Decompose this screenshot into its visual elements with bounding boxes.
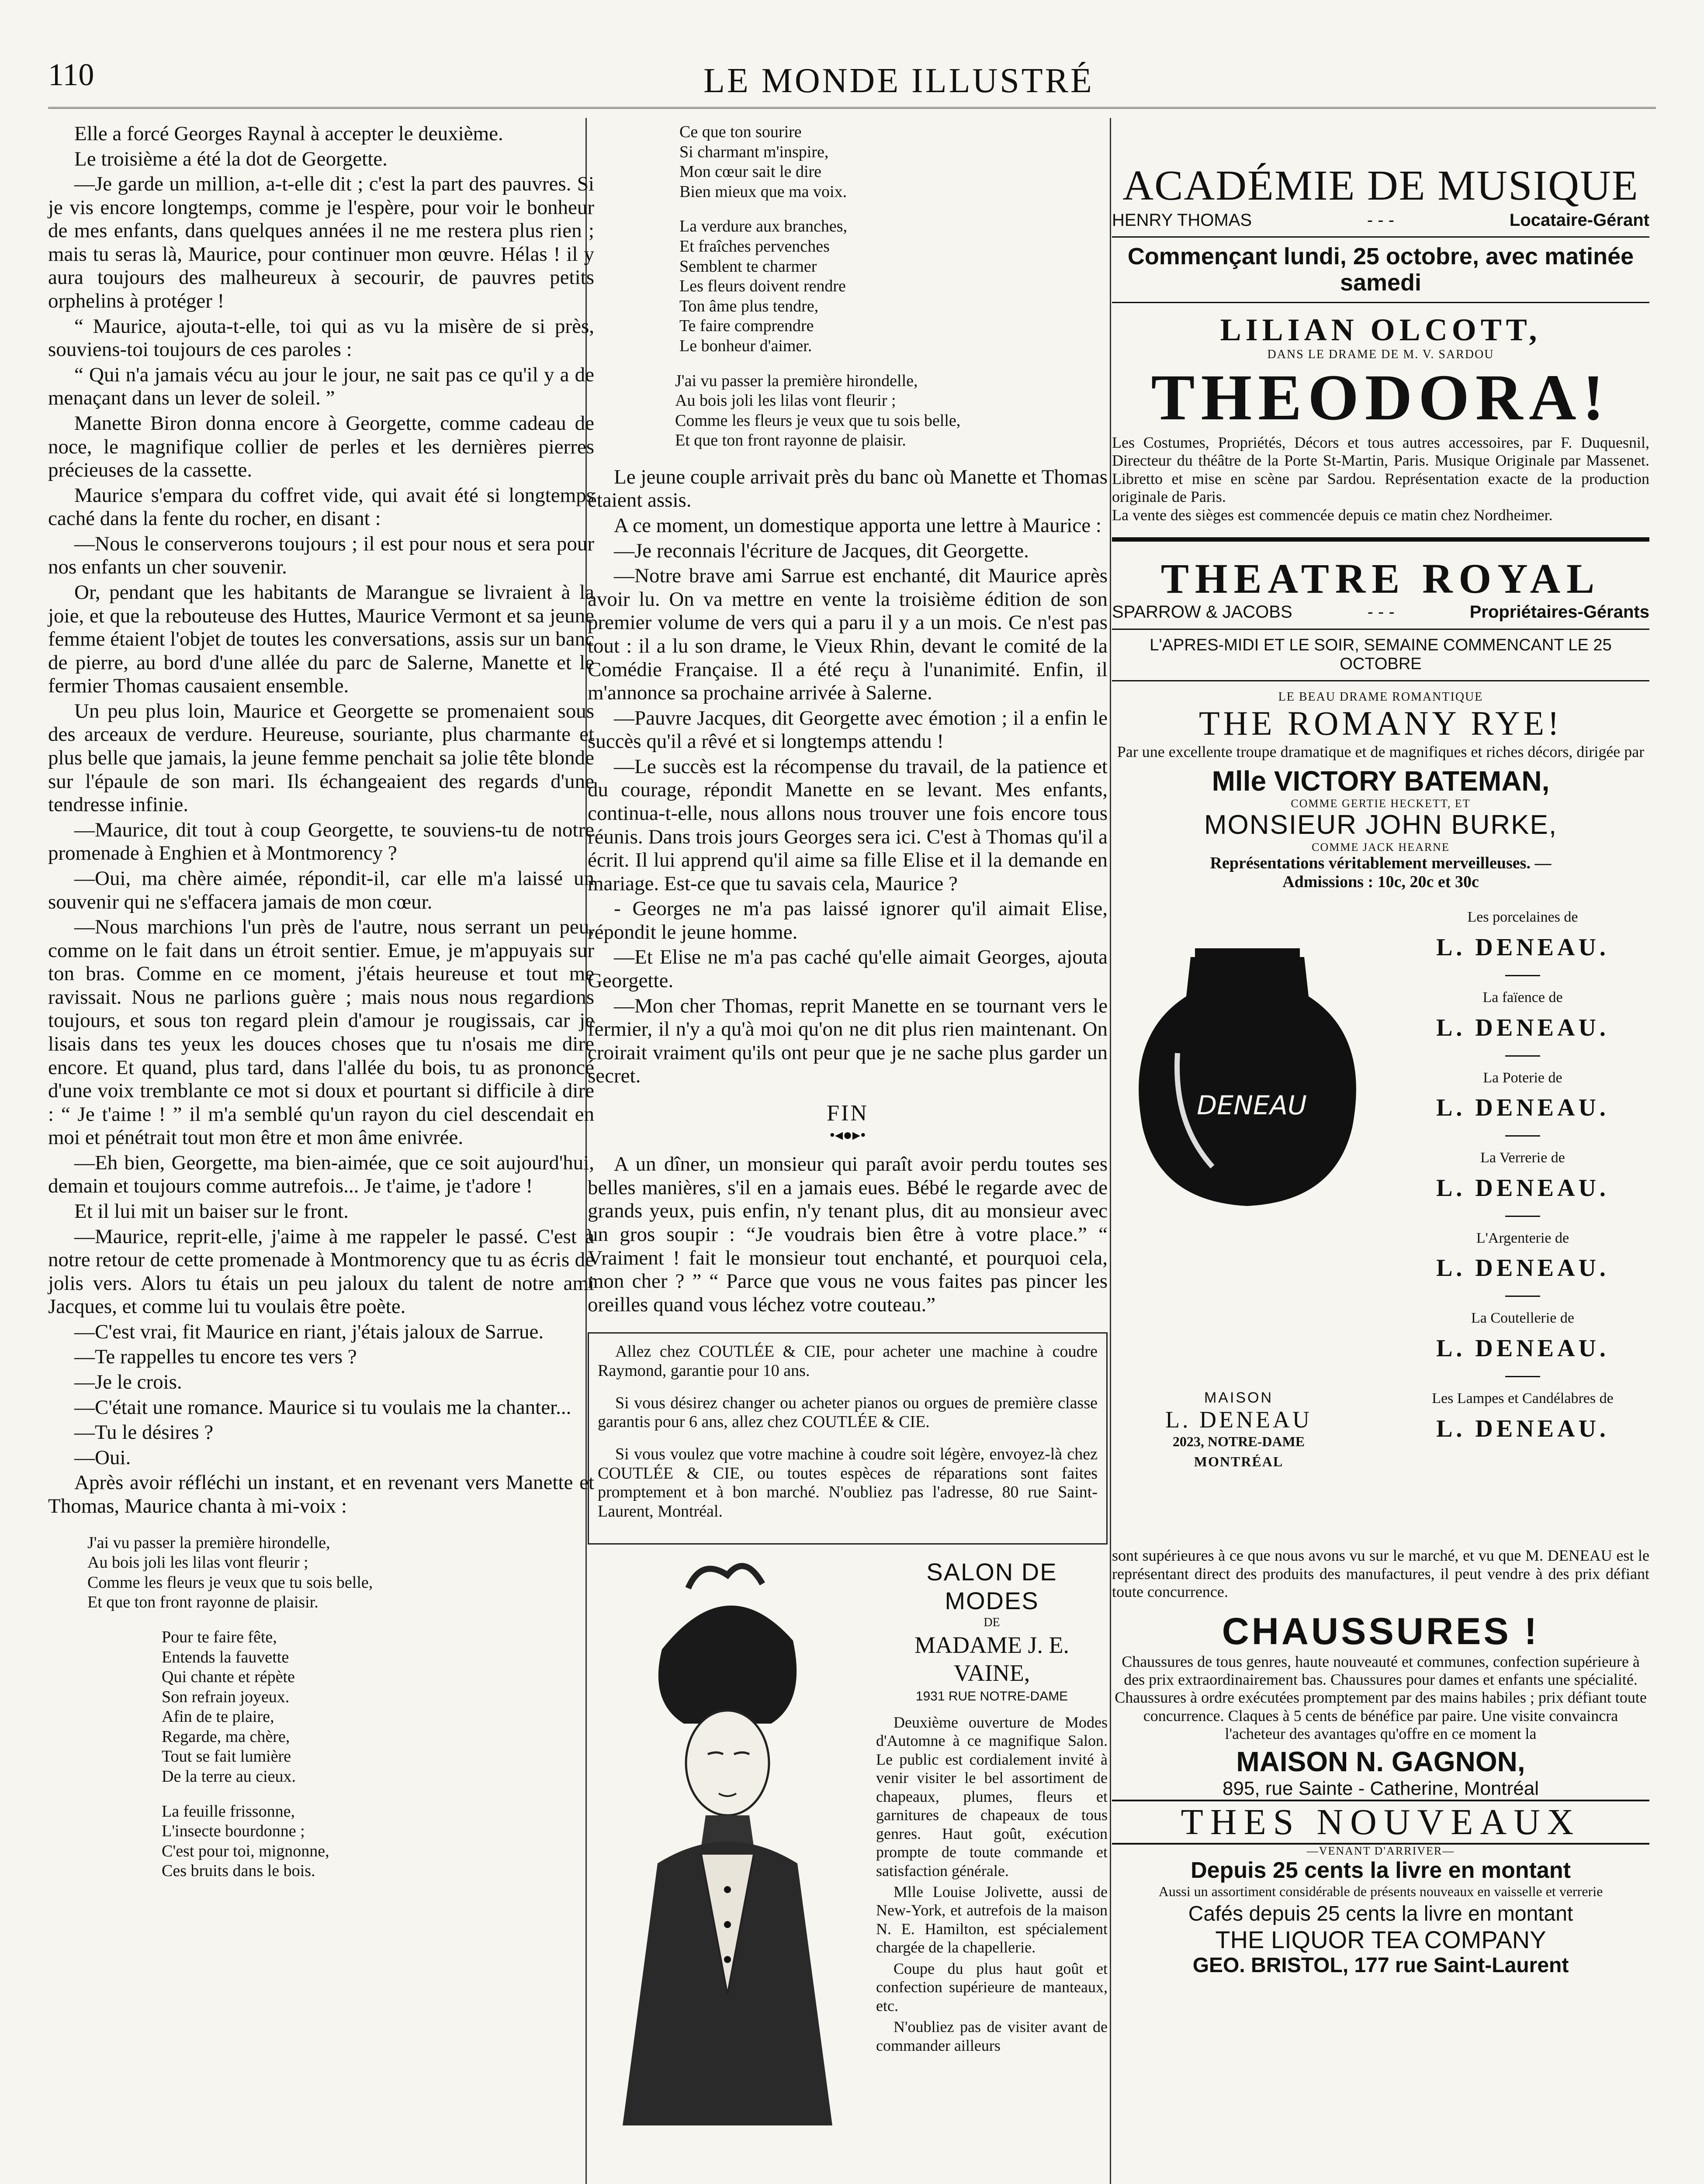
deneau-item: Les Lampes et Candélabres de [1432,1390,1614,1406]
verse-line: Au bois joli les lilas vont fleurir ; [675,391,896,410]
paragraph: —Je le crois. [74,1371,182,1394]
academie-manager-row [1112,211,1649,231]
rule [1112,629,1649,630]
story-paragraphs [48,122,594,1518]
verse-line: C'est pour toi, mignonne, [162,1842,329,1860]
song-verse-5 [679,217,1108,356]
deneau-name: L. DENEAU. [1436,934,1609,961]
paragraph: —Le succès est la récompense du travail, de la patience et du courage, répondit Manette en se levant. Mes enfants, continua-t-elle, nous allons nous trouver une fois encore tous réunis. Dans trois jours Georges sera ici. C'est à Thomas qu'il a écrit. Il lui apprend qu'il aime sa fille Elise et il la demande en mariage. Est-ce que tu savais cela, Maurice ? [588,755,1108,895]
coutlee-ad: Si vous désirez changer ou acheter pianos ou orgues de première classe garantis pour 6 ans, allez chez COUTLÉE & CIE. [598,1393,1098,1431]
dash-divider [1505,1135,1540,1137]
royal-admission: Admissions : 10c, 20c et 30c [1282,873,1479,892]
salon-title: SALON DE MODES [926,1558,1057,1614]
royal-lead-role: COMME GERTIE HECKETT, ET [1291,797,1471,810]
royal-performance: Représentations véritablement merveilleuses. — [1210,854,1552,872]
paragraph: A ce moment, un domestique apporta une lettre à Maurice : [614,514,1101,537]
verse-line: Qui chante et répète [162,1668,295,1686]
deneau-name: L. DENEAU. [1436,1415,1609,1442]
verse-line: Le bonheur d'aimer. [679,336,812,355]
deneau-item: La Poterie de [1483,1069,1562,1086]
song-verse-4 [679,122,1108,202]
academie-title: ACADÉMIE DE MUSIQUE [1122,162,1639,209]
deneau-item: La Verrerie de [1480,1150,1565,1166]
song-verse-2 [162,1628,594,1787]
verse-line: Et fraîches pervenches [679,237,830,256]
verse-line: Semblent te charmer [679,257,817,276]
paragraph: —Je reconnais l'écriture de Jacques, dit Georgette. [614,539,1029,562]
paragraph: —Nous marchions l'un près de l'autre, nous serrant un peu, comme on le fait dans un étroit sentier. Emue, je m'appuyais sur ton bras. Comme en ce moment, j'étais heureuse et tout me ravissait. Nous ne parlions guère ; mais nous nous regardions toujours, et sous ton regard plein d'amour je rougissais, car je lisais dans tes yeux les douces choses que tu n'osais me dire encore. Et quand, plus tard, dans l'allée du bois, tu as prononcé d'une voix tremblante ce mot si doux et pourtant si difficile à dire : “ Je t'aime ! ” il m'a semblé qu'un rayon du ciel descendait en moi et pénétrait tout mon être et mon âme enivrée. [48,916,594,1149]
deneau-item: La faïence de [1482,989,1563,1006]
paragraph: —C'est vrai, fit Maurice en riant, j'étais jaloux de Sarrue. [74,1320,544,1343]
paragraph: —C'était une romance. Maurice si tu voulais me la chanter... [74,1396,571,1419]
academie-dashes: - - - [1367,210,1395,230]
deneau-closing: sont supérieures à ce que nous avons vu sur le marché, et vu que M. DENEAU est le représentant direct des produits des manufactures, il peut vendre à des prix défiant toute concurrence. [1112,1547,1649,1601]
verse-line: Son refrain joyeux. [162,1687,290,1706]
rule [1112,680,1649,681]
deneau-name: L. DENEAU. [1436,1174,1609,1202]
paragraph: —Mon cher Thomas, reprit Manette en se tournant vers le fermier, il n'y a qu'à moi qu'on ne dit plus rien maintenant. On croirait vraiment qu'ils ont peur que je ne sache plus garder un secret. [588,994,1108,1088]
deneau-item: La Coutellerie de [1471,1310,1574,1327]
paragraph: Le jeune couple arrivait près du banc où Manette et Thomas étaient assis. [588,465,1108,512]
dash-divider [1505,1376,1540,1377]
tea-arrival: —VENANT D'ARRIVER— [1306,1845,1455,1858]
verse-line: Ton âme plus tendre, [679,297,819,315]
page-number: 110 [48,57,94,92]
coutlee-ad: Allez chez COUTLÉE & CIE, pour acheter une machine à coudre Raymond, garantie pour 10 ans. [598,1342,1098,1380]
academie-ad [1112,162,1649,524]
salon-paragraph: N'oubliez pas de visiter avant de commander ailleurs [876,2018,1108,2054]
verse-line: Comme les fleurs je veux que tu sois belle, [87,1573,373,1592]
ornament-divider: •◂●▸• [829,1126,866,1144]
paragraph: Maurice s'empara du coffret vide, qui avait été si longtemps caché dans la fente du rocher, en disant : [48,484,594,530]
gagnon-maison: MAISON N. GAGNON, [1236,1745,1525,1777]
royal-role: Propriétaires-Gérants [1469,602,1649,622]
paragraph: “ Maurice, ajouta-t-elle, toi qui as vu la misère de si près, souviens-toi toujours de ces paroles : [48,314,594,361]
romany-rye-title: THE ROMANY RYE! [1198,704,1563,742]
academie-details: Les Costumes, Propriétés, Décors et tous autres accessoires, par F. Duquesnil, Directeur du théâtre de la Porte St-Martin, Paris. Musique Originale par Massenet. Libretto et mise en scène par Sardou. Représentation exacte de la production originale de Paris. [1112,434,1649,506]
verse-line: Tout se fait lumière [162,1747,291,1766]
salon-owner: MADAME J. E. VAINE, [914,1631,1069,1686]
verse-line: Regarde, ma chère, [162,1727,290,1746]
tea-price: Depuis 25 cents la livre en montant [1191,1858,1571,1883]
paragraph: —Notre brave ami Sarrue est enchanté, dit Maurice après avoir lu. On va mettre en vente la troisième édition de son premier volume de vers qui a paru il y a un mois. Ce n'est pas tout : il a lu son drame, le Vieux Rhin, devant le comité de la Comédie Française. Il a été reçu à l'unanimité. Enfin, il m'annonce sa prochaine arrivée à Salerne. [588,564,1108,705]
academie-schedule: Commençant lundi, 25 octobre, avec matinée samedi [1127,243,1634,296]
paragraph: —Maurice, reprit-elle, j'aime à me rappeler le passé. C'est à notre retour de cette promenade à Montmorency que tu as écris de jolis vers. Alors tu étais un peu jaloux du talent de notre ami Jacques, et comme lui tu voulais être poète. [48,1225,594,1318]
paragraph: - Georges ne m'a pas laissé ignorer qu'il aimait Elise, répondit le jeune homme. [588,897,1108,943]
salon-de: DE [984,1615,1000,1629]
royal-lead2-role: COMME JACK HEARNE [1312,841,1450,854]
paragraph: “ Qui n'a jamais vécu au jour le jour, ne sait pas ce qu'il y a de menaçant dans un lever de soleil. ” [48,363,594,410]
paragraph: Un peu plus loin, Maurice et Georgette se promenaient sous des arceaux de verdure. Heureuse, souriante, plus charmante et plus belle que jamais, la jeune femme penchait sa jolie tête blonde sur l'épaule de son mari. Ils échangeaient des regards d'une tendresse infinie. [48,699,594,816]
paragraph: Manette Biron donna encore à Georgette, comme cadeau de noce, le magnifique collier de perles et les dernières pierres précieuses de la cassette. [48,411,594,482]
royal-title: THEATRE ROYAL [1160,555,1601,602]
column-2 [588,122,1108,2125]
anecdote: A un dîner, un monsieur qui paraît avoir perdu toutes ses belles manières, s'il en a jamais eues. Bébé le regarde avec de grands yeux, puis enfin, n'y tenant plus, dit au monsieur avec un gros soupir : “Je voudrais bien être à votre place.” “ Vraiment ! fait le monsieur tout enchanté, et pourquoi cela, mon cher ? ” “ Parce que vous ne vous faites pas pincer les oreilles quand vous léchez votre couteau.” [588,1153,1108,1316]
paragraph: Après avoir réfléchi un instant, et en revenant vers Manette et Thomas, Maurice chanta à mi-voix : [48,1471,594,1517]
theatre-royal-ad [1112,555,1649,892]
verse-line: Bien mieux que ma voix. [679,182,847,201]
academie-star: LILIAN OLCOTT, [1220,312,1541,348]
royal-troupe: Par une excellente troupe dramatique et de magnifiques et riches décors, dirigée par [1117,743,1645,760]
royal-lead2: MONSIEUR JOHN BURKE, [1204,810,1558,840]
column-3 [1112,122,1649,1978]
header-rule [48,107,1656,109]
verse-line: Te faire comprendre [679,317,814,335]
deneau-name: L. DENEAU. [1436,1094,1609,1122]
song-verse-3 [162,1802,594,1881]
paragraph: Et il lui mit un baiser sur le front. [74,1200,349,1223]
deneau-name: L. DENEAU. [1436,1014,1609,1041]
salon-text [876,1558,1108,2057]
deneau-jar-illustration [1125,940,1370,1210]
section-rule [1112,537,1649,542]
verse-line: La feuille frissonne, [162,1802,295,1821]
rule [1112,236,1649,238]
song-verse-1 [87,1533,594,1613]
verse-line: Et que ton front rayonne de plaisir. [675,431,906,450]
deneau-maison [1112,1389,1365,1469]
salon-paragraph: Mlle Louise Jolivette, aussi de New-York, et autrefois de la maison N. E. Hamilton, est spécialement chargée de la chapellerie. [876,1883,1108,1956]
maison-label: MAISON [1204,1389,1274,1406]
royal-owners-row [1112,602,1649,622]
verse-line: Et que ton front rayonne de plaisir. [87,1593,319,1612]
paragraph: —Te rappelles tu encore tes vers ? [74,1345,357,1368]
page-header [48,48,1656,114]
paragraph: Or, pendant que les habitants de Marangue se livraient à la joie, et que la rebouteuse des Huttes, Maurice Vermont et sa jeune femme étaient l'objet de toutes les conversations, assis sur un banc de pierre, au bord d'une allée du parc de Salerne, Manette et le fermier Thomas causaient ensemble. [48,581,594,698]
tea-cafes: Cafés depuis 25 cents la livre en montant [1188,1902,1573,1925]
verse-line: Entends la fauvette [162,1648,289,1666]
paragraph: —Et Elise ne m'a pas caché qu'elle aimait Georges, ajouta Georgette. [588,946,1108,992]
rule [1112,302,1649,303]
fin-label: FIN [827,1100,869,1126]
dash-divider [1505,1296,1540,1297]
story-ending-paragraphs [588,466,1108,1088]
verse-line: L'insecte bourdonne ; [162,1822,305,1841]
tea-company: THE LIQUOR TEA COMPANY [1215,1926,1546,1954]
dash-divider [1505,1216,1540,1217]
verse-line: Les fleurs doivent rendre [679,277,846,296]
verse-line: La verdure aux branches, [679,217,848,236]
paragraph: —Pauvre Jacques, dit Georgette avec émotion ; il a enfin le succès qu'il a rêvé et si longtemps attendu ! [588,706,1108,753]
tea-ad [1112,1800,1649,1978]
dash-divider [1505,1055,1540,1057]
verse-line: Afin de te plaire, [162,1707,274,1726]
verse-line: Mon cœur sait le dire [679,162,822,181]
tea-owner: GEO. BRISTOL, 177 rue Saint-Laurent [1192,1954,1569,1977]
paragraph: —Nous le conserverons toujours ; il est pour nous et sera pour nos enfants un cher souvenir. [48,532,594,579]
verse-line: Comme les fleurs je veux que tu sois belle, [675,411,961,430]
theodora-title: THEODORA! [1151,361,1610,434]
deneau-item: L'Argenterie de [1476,1230,1569,1246]
column-divider-2 [1110,118,1111,2184]
tea-assortment: Aussi un assortiment considérable de présents nouveaux en vaisselle et verrerie [1158,1883,1603,1900]
maison-city: MONTRÉAL [1194,1454,1284,1470]
verse-line: Ces bruits dans le bois. [162,1862,315,1880]
deneau-name: L. DENEAU. [1436,1254,1609,1282]
verse-line: Ce que ton sourire [679,123,802,141]
masthead-title: LE MONDE ILLUSTRÉ [703,62,1094,100]
deneau-list [1396,900,1649,1443]
gagnon-title: CHAUSSURES ! [1222,1610,1540,1652]
salon-paragraph: Deuxième ouverture de Modes d'Automne à ce magnifique Salon. Le public est cordialement invité à venir visiter le bel assortiment de chapeaux, plumes, fleurs et garnitures de chapeaux de tous genres. Haut goût, exécution prompte de toute commande et satisfaction générale. [876,1713,1108,1880]
salon-paragraph: Coupe du plus haut goût et confection supérieure de manteaux, etc. [876,1959,1108,2015]
paragraph: Le troisième a été la dot de Georgette. [74,147,388,170]
salon-de-modes-ad [588,1558,1108,2125]
verse-line: J'ai vu passer la première hirondelle, [87,1533,330,1552]
verse-line: Pour te faire fête, [162,1628,277,1646]
jar-label: DENEAU [1197,1090,1307,1121]
paragraph: —Maurice, dit tout à coup Georgette, te souviens-tu de notre promenade à Enghien et à Montmorency ? [48,818,594,865]
paragraph: Elle a forcé Georges Raynal à accepter le deuxième. [74,122,503,145]
gagnon-address: 895, rue Sainte - Catherine, Montréal [1223,1777,1539,1799]
deneau-name: L. DENEAU. [1436,1335,1609,1362]
coutlee-ad: Si vous voulez que votre machine à coudre soit légère, envoyez-là chez COUTLÉE & CIE, ou toutes espèces de réparations sont faites promptement et à bon marché. N'oubliez pas l'adresse, 80 rue Saint-Laurent, Montréal. [598,1445,1098,1521]
verse-line: Au bois joli les lilas vont fleurir ; [87,1553,308,1572]
royal-lead: Mlle VICTORY BATEMAN, [1212,765,1550,797]
paragraph: —Oui, ma chère aimée, répondit-il, car elle m'a laissé un souvenir qui ne s'effacera jamais de mon cœur. [48,867,594,913]
coutlee-ads [588,1332,1108,1545]
song-verse-6 [675,371,1108,451]
salon-address: 1931 RUE NOTRE-DAME [915,1689,1068,1704]
tea-title: THES NOUVEAUX [1112,1800,1649,1845]
royal-schedule: L'APRES-MIDI ET LE SOIR, SEMAINE COMMENCANT LE 25 OCTOBRE [1150,636,1612,674]
paragraph: —Tu le désires ? [74,1421,214,1444]
academie-sale: La vente des sièges est commencée depuis ce matin chez Nordheimer. [1112,506,1553,524]
verse-line: De la terre au cieux. [162,1767,296,1786]
academie-drama-intro: DANS LE DRAME DE M. V. SARDOU [1267,348,1494,362]
royal-dashes: - - - [1367,602,1395,622]
gagnon-ad [1112,1610,1649,1800]
paragraph: —Eh bien, Georgette, ma bien-aimée, que ce soit aujourd'hui, demain et toujours comme autrefois... Je t'aime, je t'adore ! [48,1151,594,1198]
academie-role: Locataire-Gérant [1509,210,1649,230]
column-1 [48,122,594,1896]
royal-genre: LE BEAU DRAME ROMANTIQUE [1278,690,1483,704]
salon-paragraphs [876,1713,1108,2055]
paragraph: —Oui. [74,1446,131,1469]
lady-hat-illustration [588,1558,867,2125]
dash-divider [1505,975,1540,976]
royal-owners: SPARROW & JACOBS [1112,602,1292,622]
deneau-ad [1112,900,1649,1547]
verse-line: J'ai vu passer la première hirondelle, [675,371,918,390]
verse-line: Si charmant m'inspire, [679,142,829,161]
maison-name: L. DENEAU [1165,1406,1312,1433]
paragraph: —Je garde un million, a-t-elle dit ; c'est la part des pauvres. Si je vis encore longtemps, comme je l'espère, pour voir le bonheur de mes enfants, dans quelques années il ne me restera plus rien ; mais tu seras là, Maurice, pour continuer mon œuvre. Hélas ! il y aura toujours des malheureux à secourir, de pauvres petits orphelins à protéger ! [48,173,594,313]
deneau-item: Les porcelaines de [1467,909,1578,926]
academie-manager: HENRY THOMAS [1112,210,1252,230]
gagnon-body: Chaussures de tous genres, haute nouveauté et communes, confection supérieure à des prix extraordinairement bas. Chaussures pour dames et enfants une spécialité. Chaussures à ordre exécutées promptement par des mains habiles ; prix défiant toute concurrence. Claques à 5 cents de bénéfice par paire. Une visite convaincra l'acheteur des avantages qu'offre en ce moment la [1115,1652,1647,1743]
maison-address: 2023, NOTRE-DAME [1172,1433,1305,1449]
